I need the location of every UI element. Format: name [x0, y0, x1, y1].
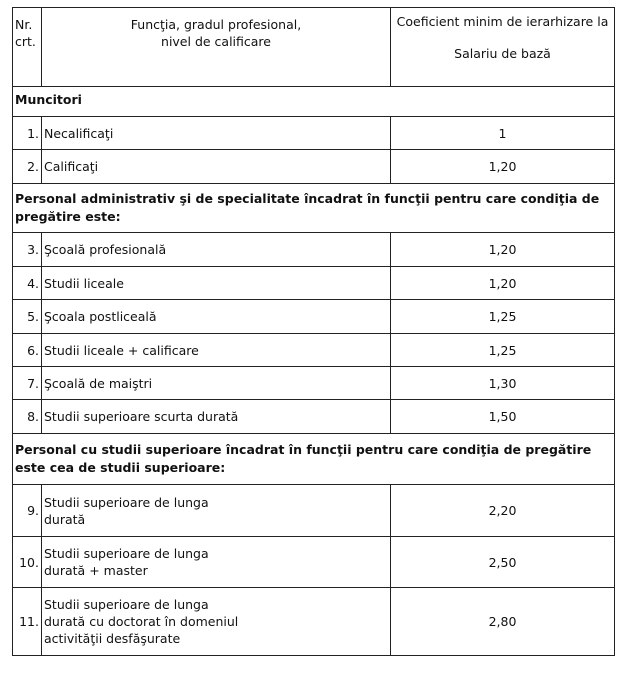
table-row [13, 367, 615, 400]
row-coefficient: 1,30 [391, 367, 615, 400]
row-nr: 9. [13, 485, 42, 537]
table-row [13, 233, 615, 267]
row-function [42, 485, 391, 537]
section-row [13, 87, 615, 117]
table-row [13, 334, 615, 367]
row-nr: 1. [13, 117, 42, 150]
row-coefficient: 1,25 [391, 300, 615, 334]
header-coefficient-line1: Coeficient minim de ierarhizare la [396, 14, 609, 29]
row-nr: 10. [13, 537, 42, 588]
row-coefficient: 1,20 [391, 150, 615, 184]
table-row [13, 588, 615, 656]
header-function-cell [42, 8, 391, 87]
header-function-line1: Funcţia, gradul profesional, [130, 17, 302, 32]
table-row [13, 117, 615, 150]
row-function: Studii superioare scurta durată [42, 400, 391, 434]
section-title-administrativ: Personal administrativ şi de specialitate încadrat în funcţii pentru care condiţia de pregătire este: [13, 184, 615, 233]
header-coefficient-cell [391, 8, 615, 87]
row-function: Studii liceale [42, 267, 391, 300]
row-nr: 2. [13, 150, 42, 184]
header-nr-cell [13, 8, 42, 87]
row-nr: 6. [13, 334, 42, 367]
row-function-line: durată cu doctorat în domeniul [44, 614, 239, 629]
row-coefficient: 2,80 [391, 588, 615, 656]
row-function: Calificaţi [42, 150, 391, 184]
header-function-line2: nivel de calificare [161, 34, 271, 49]
table-row [13, 537, 615, 588]
section-row [13, 434, 615, 485]
section-title-muncitori: Muncitori [13, 87, 615, 117]
row-coefficient: 1 [391, 117, 615, 150]
row-coefficient: 2,50 [391, 537, 615, 588]
row-function: Şcoală profesională [42, 233, 391, 267]
row-function-line: Studii superioare de lunga [44, 546, 209, 561]
row-function-line: durată + master [44, 563, 148, 578]
row-coefficient: 1,25 [391, 334, 615, 367]
table-row [13, 485, 615, 537]
header-nr-line1: Nr. [15, 17, 33, 32]
section-title-studii-superioare: Personal cu studii superioare încadrat în funcţii pentru care condiţia de pregătire este cea de studii superioare: [13, 434, 615, 485]
row-function: Şcoala postliceală [42, 300, 391, 334]
row-nr: 4. [13, 267, 42, 300]
row-coefficient: 2,20 [391, 485, 615, 537]
table-row [13, 300, 615, 334]
row-nr: 7. [13, 367, 42, 400]
row-function-line: Studii superioare de lunga [44, 494, 209, 510]
row-function: Studii liceale + calificare [42, 334, 391, 367]
row-coefficient: 1,20 [391, 267, 615, 300]
row-function: Şcoală de maiştri [42, 367, 391, 400]
table-row [13, 267, 615, 300]
row-function-line: durată [44, 511, 86, 527]
row-function-line: activităţii desfăşurate [44, 631, 181, 646]
header-row [13, 8, 615, 87]
row-nr: 8. [13, 400, 42, 434]
row-function [42, 588, 391, 656]
row-nr: 3. [13, 233, 42, 267]
row-function-line: Studii superioare de lunga [44, 597, 209, 612]
row-nr: 11. [13, 588, 42, 656]
row-coefficient: 1,20 [391, 233, 615, 267]
table-row [13, 400, 615, 434]
row-nr: 5. [13, 300, 42, 334]
row-function: Necalificaţi [42, 117, 391, 150]
row-coefficient: 1,50 [391, 400, 615, 434]
section-row [13, 184, 615, 233]
table-row [13, 150, 615, 184]
row-function [42, 537, 391, 588]
header-nr-line2: crt. [15, 34, 36, 49]
header-coefficient-line2: Salariu de bază [454, 46, 551, 61]
salary-coefficient-table [12, 7, 615, 656]
